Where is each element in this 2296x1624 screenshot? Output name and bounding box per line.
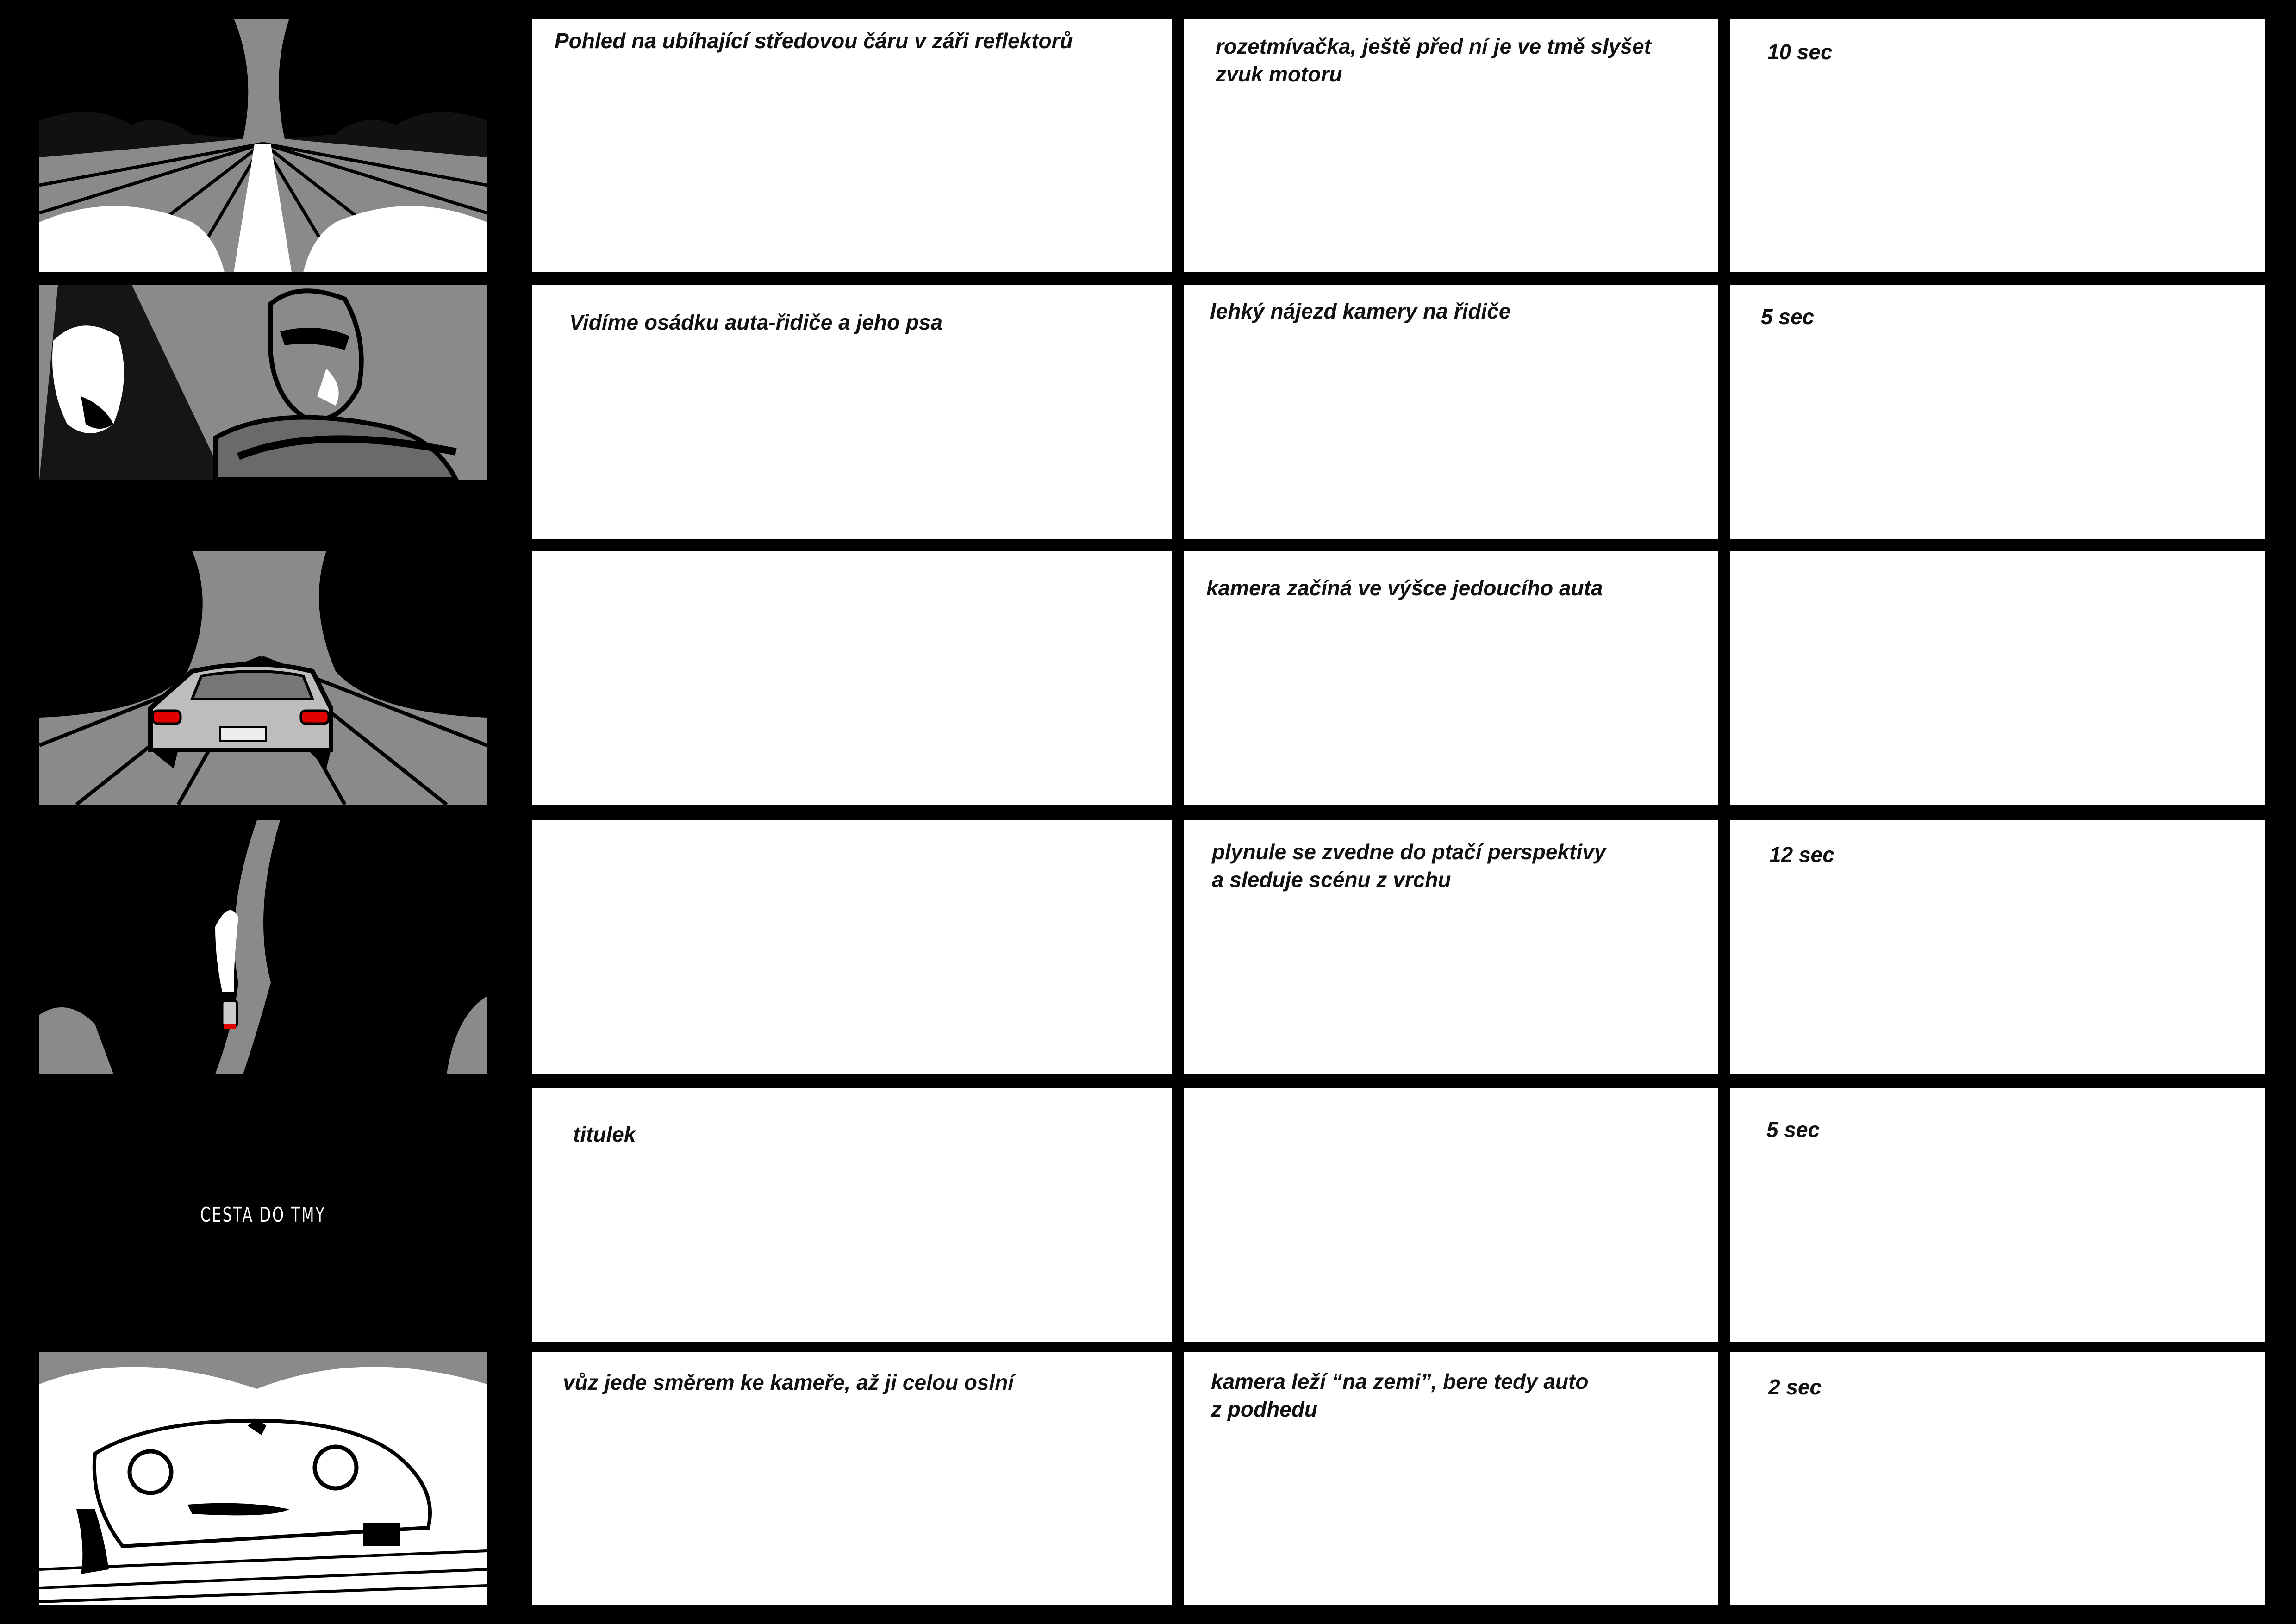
camera-text: rozetmívačka, ještě před ní je ve tmě slyšet zvuk motoru xyxy=(1216,34,1651,86)
duration-text: 12 sec xyxy=(1769,843,1834,867)
frame-driver-dog xyxy=(39,285,487,539)
duration-cell xyxy=(1730,1352,2265,1605)
action-cell xyxy=(532,1352,1172,1605)
duration-text: 5 sec xyxy=(1766,1118,1820,1142)
duration-cell xyxy=(1730,285,2265,539)
frame-road-headlights xyxy=(39,19,487,272)
frame-birds-eye xyxy=(39,820,487,1074)
action-cell xyxy=(532,1088,1172,1342)
camera-text: plynule se zvedne do ptačí perspektivy a sleduje scénu z vrchu xyxy=(1212,840,1606,892)
camera-cell xyxy=(1184,820,1718,1074)
duration-cell xyxy=(1730,820,2265,1074)
camera-cell xyxy=(1184,19,1718,272)
action-cell xyxy=(532,820,1172,1074)
action-cell xyxy=(532,285,1172,539)
title-card-text: CESTA DO TMY xyxy=(200,1203,326,1227)
camera-text: kamera leží “na zemi”, bere tedy auto z podhedu xyxy=(1211,1369,1589,1421)
camera-cell xyxy=(1184,285,1718,539)
action-cell xyxy=(532,551,1172,805)
duration-cell xyxy=(1730,551,2265,805)
action-cell xyxy=(532,19,1172,272)
camera-cell xyxy=(1184,551,1718,805)
action-text: vůz jede směrem ke kameře, až ji celou oslní xyxy=(563,1370,1014,1394)
duration-cell xyxy=(1730,1088,2265,1342)
duration-text: 5 sec xyxy=(1761,305,1815,329)
duration-text: 2 sec xyxy=(1768,1375,1822,1399)
frame-title-card xyxy=(39,1088,487,1342)
camera-cell xyxy=(1184,1088,1718,1342)
camera-cell xyxy=(1184,1352,1718,1605)
frame-car-front xyxy=(39,1352,487,1605)
action-text: Vidíme osádku auta-řidiče a jeho psa xyxy=(569,310,943,334)
action-text: Pohled na ubíhající středovou čáru v záři reflektorů xyxy=(555,29,1073,53)
action-text: titulek xyxy=(573,1122,636,1146)
duration-cell xyxy=(1730,19,2265,272)
duration-text: 10 sec xyxy=(1767,40,1833,64)
camera-text: lehký nájezd kamery na řidiče xyxy=(1210,299,1511,323)
camera-text: kamera začíná ve výšce jedoucího auta xyxy=(1206,576,1603,600)
frame-car-rear xyxy=(39,551,487,805)
